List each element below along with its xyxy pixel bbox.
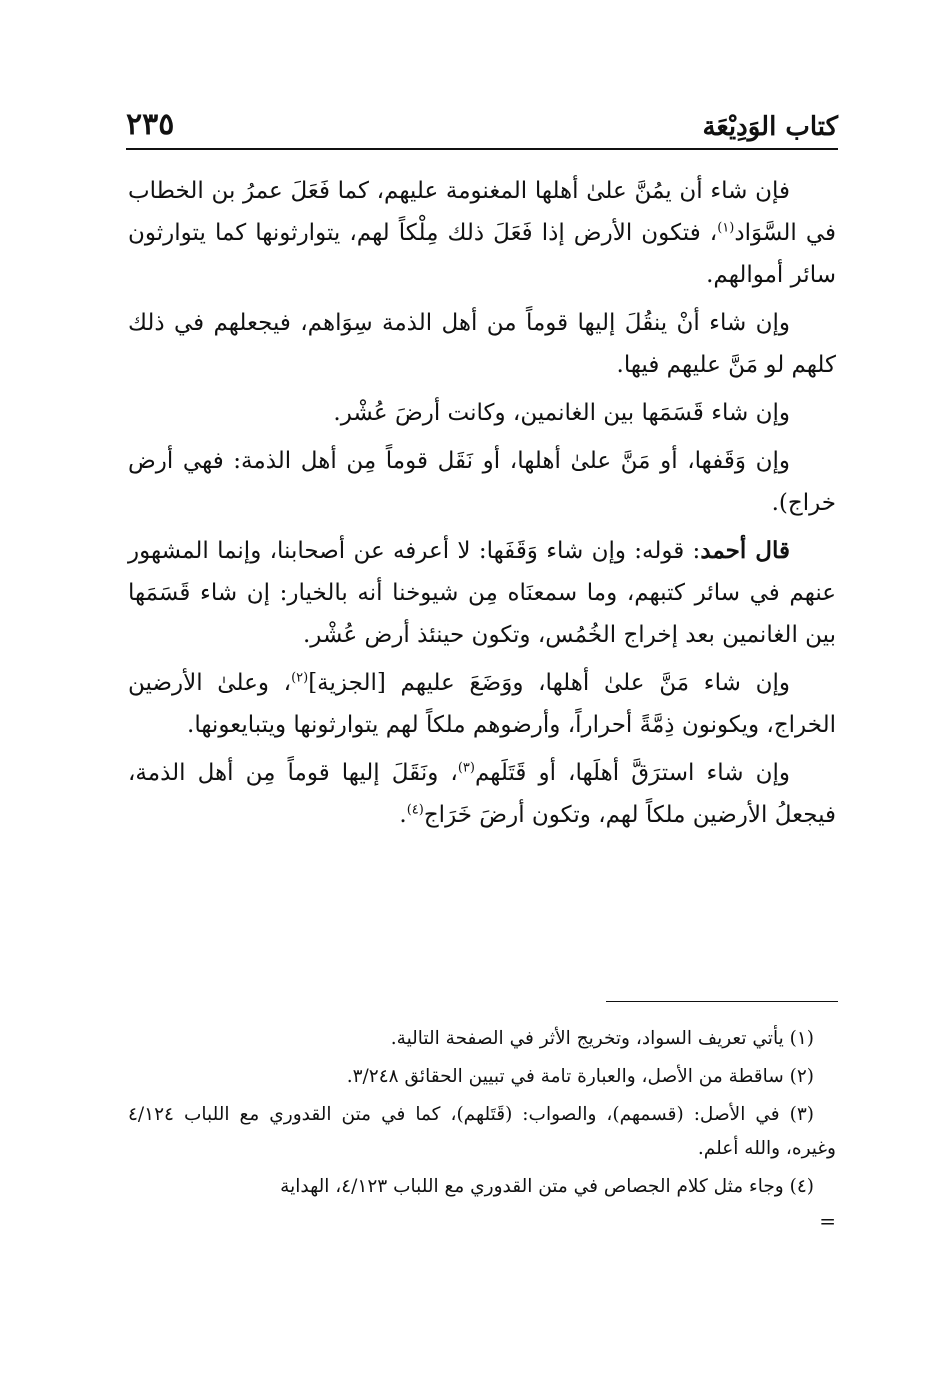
footnote-2: (٢) ساقطة من الأصل، والعبارة تامة في تبيين الحقائق ٣/٢٤٨. xyxy=(346,1066,814,1087)
paragraph-6-text-b: ، وعلىٰ الأرضين الخراج، ويكونون ذِمَّةً أحراراً، وأرضوهم ملكاً لهم يتوارثونها ويتبايعونها. xyxy=(128,670,836,738)
main-text xyxy=(128,170,836,842)
footnote-ref-3: (٣) xyxy=(457,760,475,776)
paragraph-1 xyxy=(128,170,836,296)
footnote-separator xyxy=(606,1001,838,1002)
paragraph-6-text-a: وإن شاء مَنَّ علىٰ أهلها، ووَضَعَ عليهم [الجزية] xyxy=(308,670,790,696)
paragraph-7-text-c: . xyxy=(399,802,407,828)
paragraph-6 xyxy=(128,662,836,746)
footnote-4: (٤) وجاء مثل كلام الجصاص في متن القدوري مع اللباب ٤/١٢٣، الهداية xyxy=(280,1176,814,1197)
paragraph-3: وإن شاء قَسَمَها بين الغانمين، وكانت أرضَ عُشْر. xyxy=(333,400,790,426)
footnote-ref-2: (٢) xyxy=(291,670,309,686)
page-number: ٢٣٥ xyxy=(126,107,175,142)
paragraph-1-text-b: ، فتكون الأرض إذا فَعَلَ ذلك مِلْكاً لهم، يتوارثونها كما يتوارثون سائر أموالهم. xyxy=(128,220,836,288)
footnote-continuation-mark: = xyxy=(819,1209,836,1233)
footnote-ref-4: (٤) xyxy=(406,802,424,818)
footnote-ref-1: (١) xyxy=(717,220,735,236)
paragraph-7 xyxy=(128,752,836,836)
footnote-3: (٣) في الأصل: (قسمهم)، والصواب: (قَتَلهم)، كما في متن القدوري مع اللباب ٤/١٢٤ وغيره، والله أعلم. xyxy=(128,1104,836,1159)
page-header xyxy=(126,98,838,150)
footnote-1: (١) يأتي تعريف السواد، وتخريج الأثر في الصفحة التالية. xyxy=(390,1028,814,1049)
paragraph-4: وإن وَقَفها، أو مَنَّ علىٰ أهلها، أو نَقَل قوماً مِن أهل الذمة: فهي أرض خراج). xyxy=(128,448,836,516)
paragraph-5 xyxy=(128,530,836,656)
speaker-label: قال أحمد xyxy=(700,537,790,564)
footnotes xyxy=(128,1022,836,1242)
chapter-title: كتاب الوَدِيْعَة xyxy=(702,112,838,142)
paragraph-1-text-a: فإن شاء أن يمُنَّ علىٰ أهلها المغنومة عليهم، كما فَعَلَ عمرُ بن الخطاب في السَّوَاد xyxy=(128,178,837,246)
paragraph-5-text: : قوله: وإن شاء وَقَفَها: لا أعرفه عن أصحابنا، وإنما المشهور عنهم في سائر كتبهم، وما سمعنَاه مِن شيوخنا أنه بالخيار: إن شاء قَسَمَها بين الغانمين بعد إخراج الخُمُس، وتكون حينئذ أرض عُشْر. xyxy=(128,538,836,648)
paragraph-7-text-a: وإن شاء استرَقَّ أهلَها، أو قَتَلَهم xyxy=(474,760,790,786)
paragraph-2: وإن شاء أنْ ينقُلَ إليها قوماً من أهل الذمة سِوَاهم، فيجعلهم في ذلك كلهم لو مَنَّ عليهم فيها. xyxy=(128,310,836,378)
paragraph-7-text-b: ، ونَقَلَ إليها قوماً مِن أهل الذمة، فيجعلُ الأرضين ملكاً لهم، وتكون أرضَ خَرَاج xyxy=(128,760,836,828)
